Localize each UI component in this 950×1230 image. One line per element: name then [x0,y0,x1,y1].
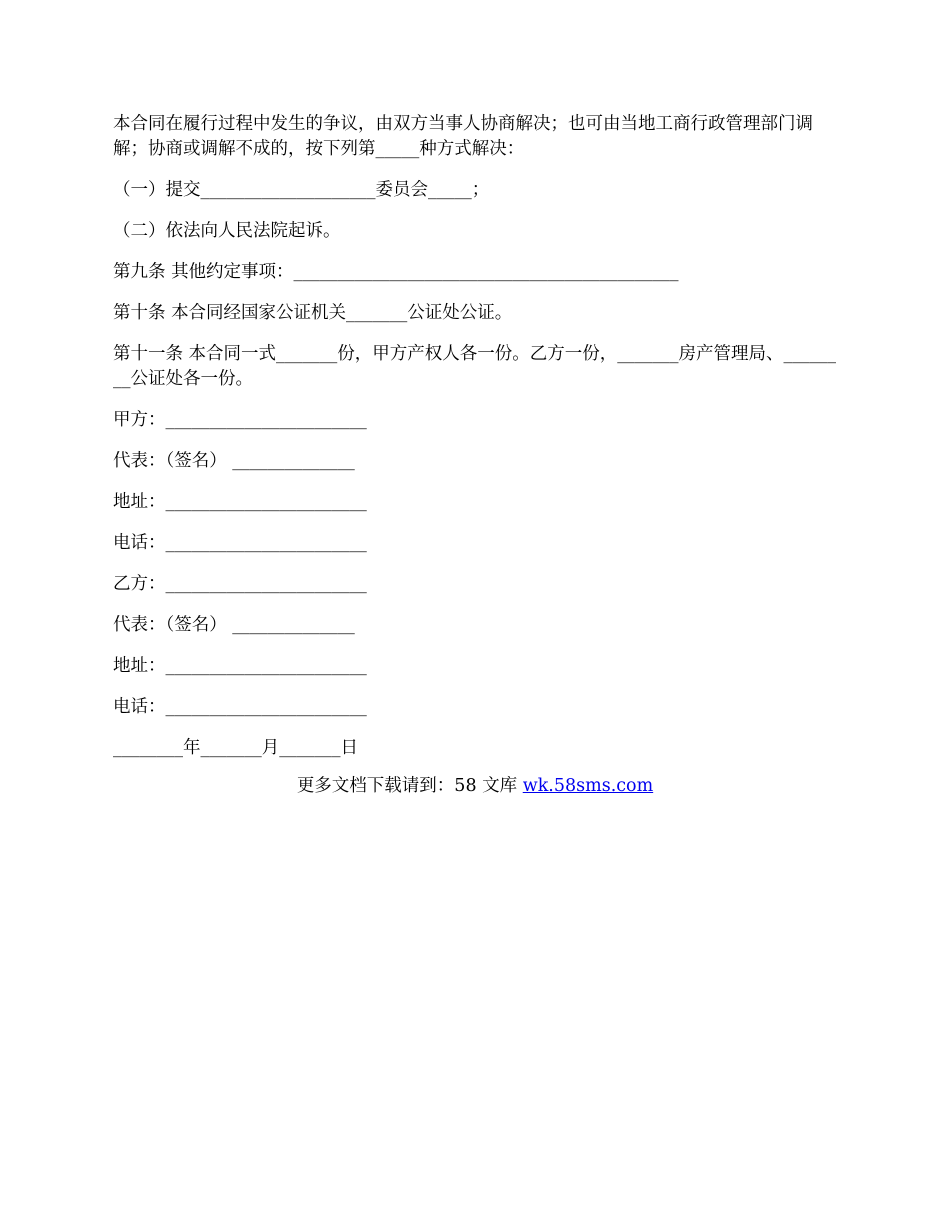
option-arbitration: （一）提交____________________委员会_____； [113,180,490,200]
option-court: （二）依法向人民法院起诉。 [113,221,341,241]
date-line: ________年_______月_______日 [113,738,358,758]
dispute-resolution-paragraph: 本合同在履行过程中发生的争议，由双方当事人协商解决；也可由当地工商行政管理部门调解；协商或调解不成的，按下列第_____种方式解决： [113,114,813,159]
party-b-line: 乙方：_______________________ [113,574,367,594]
party-a-line: 甲方：_______________________ [113,410,367,430]
article-11: 第十一条 本合同一式_______份，甲方产权人各一份。乙方一份，_______房产管理局、________公证处各一份。 [113,344,837,389]
document-body [113,112,841,777]
party-b-address: 地址：_______________________ [113,656,367,676]
party-b-phone: 电话：_______________________ [113,697,367,717]
article-10: 第十条 本合同经国家公证机关_______公证处公证。 [113,303,513,323]
download-footer [0,774,950,799]
website-link[interactable]: wk.58sms.com [522,776,654,796]
party-a-phone: 电话：_______________________ [113,533,367,553]
party-a-representative: 代表：（签名） ______________ [113,451,355,471]
party-a-address: 地址：_______________________ [113,492,367,512]
article-9: 第九条 其他约定事项：____________________________________________ [113,262,679,282]
footer-text: 更多文档下载请到：58 文库 [296,776,523,796]
party-b-representative: 代表：（签名） ______________ [113,615,355,635]
